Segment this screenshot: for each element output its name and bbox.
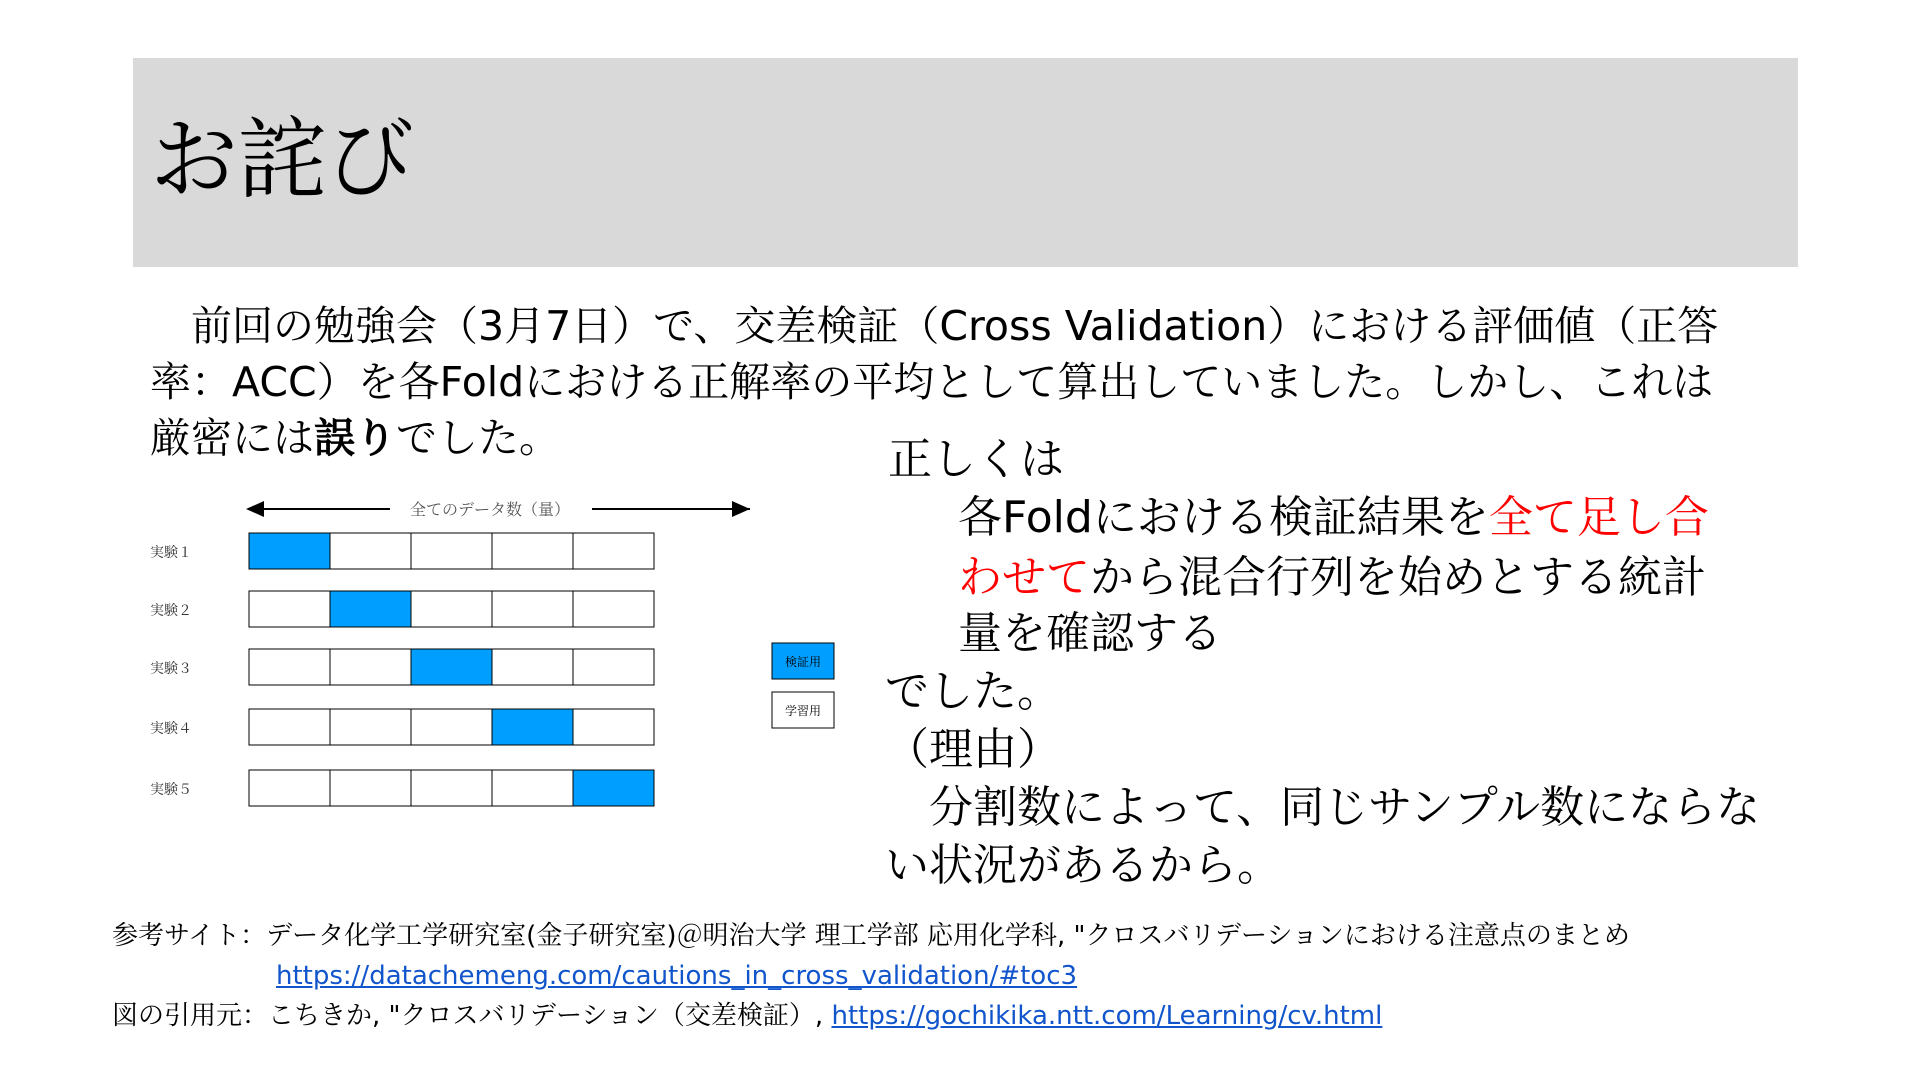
fold-training-segment [330, 533, 411, 569]
legend-training-label: 学習用 [784, 704, 822, 718]
reason-label: （理由） [885, 724, 1061, 775]
fold-training-segment [411, 709, 492, 745]
figure-source-url[interactable]: https://gochikika.ntt.com/Learning/cv.html [831, 1001, 1383, 1031]
correction-line-2-black: から混合行列を始めとする統計 [1090, 552, 1706, 603]
diagram-header: 全てのデータ数（量） [409, 500, 571, 519]
fold-training-segment [573, 649, 654, 685]
correction-line-1-red: 全て足し合 [1488, 492, 1709, 543]
fold-training-segment [249, 770, 330, 806]
intro-line-3-post: でした。 [396, 414, 560, 462]
experiment-label: 実験５ [150, 782, 192, 798]
fold-training-segment [411, 591, 492, 627]
fold-training-segment [492, 649, 573, 685]
correction-label: 正しくは [888, 434, 1064, 485]
fold-training-segment [492, 591, 573, 627]
fold-validation-segment [573, 770, 654, 806]
fold-training-segment [411, 533, 492, 569]
correction-line-1 [958, 490, 1709, 546]
figure-source [112, 998, 1382, 1034]
intro-line-3-pre: 厳密には [150, 414, 314, 462]
fold-training-segment [492, 770, 573, 806]
reason-line-1: 分割数によって、同じサンプル数にならな [885, 782, 1761, 833]
reference-site: 参考サイト：データ化学工学研究室(金子研究室)＠明治大学 理工学部 応用化学科, "クロスバリデーションにおける注意点のまとめ [112, 921, 1630, 951]
fold-validation-segment [330, 591, 411, 627]
correction-line-2-red: わせて [958, 552, 1090, 603]
correction-line-1-black: 各Foldにおける検証結果を [958, 492, 1489, 543]
fold-validation-segment [492, 709, 573, 745]
intro-line-3 [150, 410, 560, 466]
legend-validation-label: 検証用 [784, 655, 822, 669]
experiment-label: 実験２ [150, 603, 192, 619]
reference-url[interactable]: https://datachemeng.com/cautions_in_cross_validation/#toc3 [276, 961, 1078, 991]
correction-line-2 [958, 550, 1706, 606]
fold-training-segment [573, 591, 654, 627]
cross-validation-diagram [150, 497, 850, 877]
experiment-label: 実験３ [150, 661, 192, 677]
intro-line-1: 前回の勉強会（3月7日）で、交差検証（Cross Validation）における評価値（正答 [150, 302, 1719, 350]
fold-training-segment [330, 770, 411, 806]
fold-training-segment [573, 709, 654, 745]
fold-training-segment [249, 649, 330, 685]
correction-line-3: 量を確認する [958, 608, 1222, 659]
experiment-label: 実験１ [150, 545, 192, 561]
error-emphasis: 誤り [314, 414, 396, 462]
fold-validation-segment [249, 533, 330, 569]
intro-paragraph [150, 298, 1760, 410]
reason-line-2: い状況があるから。 [885, 840, 1281, 891]
fold-training-segment [330, 649, 411, 685]
fold-training-segment [492, 533, 573, 569]
fold-validation-segment [411, 649, 492, 685]
fold-training-segment [249, 591, 330, 627]
figure-source-text: 図の引用元：こちきか, "クロスバリデーション（交差検証）, [112, 1001, 832, 1031]
slide-title: お詫び [150, 108, 415, 211]
experiment-label: 実験４ [150, 721, 192, 737]
fold-training-segment [411, 770, 492, 806]
intro-line-2: 率：ACC）を各Foldにおける正解率の平均として算出していました。しかし、これは [150, 358, 1714, 406]
reference-link[interactable] [276, 958, 1077, 994]
fold-training-segment [330, 709, 411, 745]
fold-training-segment [573, 533, 654, 569]
fold-training-segment [249, 709, 330, 745]
correction-end: でした。 [885, 666, 1061, 717]
